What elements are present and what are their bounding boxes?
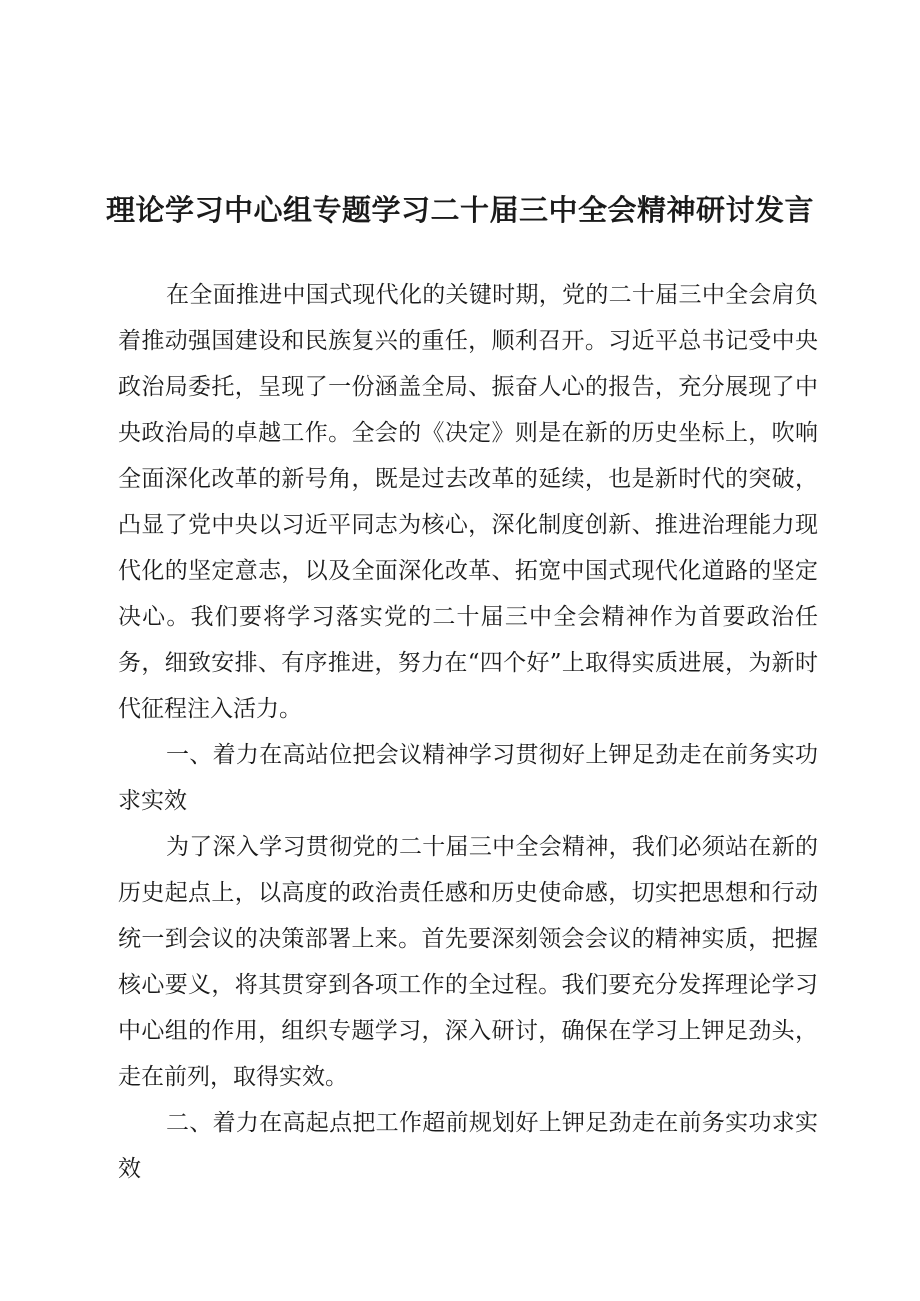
section-heading-1: 一、着力在高站位把会议精神学习贯彻好上钾足劲走在前务实功求实效 [118,742,818,814]
paragraph-section-1: 为了深入学习贯彻党的二十届三中全会精神，我们必须站在新的历史起点上，以高度的政治责任感和历史使命感，切实把思想和行动统一到会议的决策部署上来。首先要深刻领会会议的精神实质，把握核心要义，将其贯穿到各项工作的全过程。我们要充分发挥理论学习中心组的作用，组织专题学习，深入研讨，确保在学习上钾足劲头，走在前列，取得实效。 [118,834,818,1090]
section-heading-2: 二、着力在高起点把工作超前规划好上钾足劲走在前务实功求实效 [118,1110,818,1182]
document-title: 理论学习中心组专题学习二十届三中全会精神研讨发言 [105,193,814,227]
paragraph-intro: 在全面推进中国式现代化的关键时期，党的二十届三中全会肩负着推动强国建设和民族复兴的重任，顺利召开。习近平总书记受中央政治局委托，呈现了一份涵盖全局、振奋人心的报告，充分展现了中央政治局的卓越工作。全会的《决定》则是在新的历史坐标上，吹响全面深化改革的新号角，既是过去改革的延续，也是新时代的突破，凸显了党中央以习近平同志为核心，深化制度创新、推进治理能力现代化的坚定意志，以及全面深化改革、拓宽中国式现代化道路的坚定决心。我们要将学习落实党的二十届三中全会精神作为首要政治任务，细致安排、有序推进，努力在“四个好”上取得实质进展，为新时代征程注入活力。 [118,282,818,722]
document-body [118,272,818,1192]
